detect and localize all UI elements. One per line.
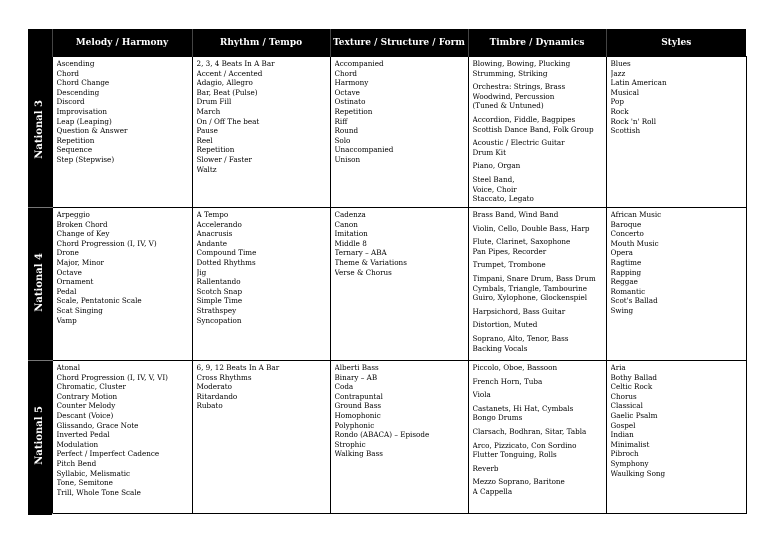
- term: Syllabic, Melismatic: [56, 468, 131, 478]
- term: Jazz: [610, 68, 626, 78]
- header-rhythm: Rhythm / Tempo: [192, 29, 330, 57]
- term: Bongo Drums: [472, 413, 523, 423]
- term: Opera: [610, 248, 633, 258]
- term: Moderato: [196, 382, 232, 392]
- header-timbre: Timbre / Dynamics: [468, 29, 606, 57]
- level-label-cell: [28, 57, 52, 208]
- term: Viola: [472, 390, 491, 400]
- term: Repetition: [56, 135, 95, 145]
- term: Scale, Pentatonic Scale: [56, 296, 142, 306]
- term: Scottish Dance Band, Folk Group: [472, 124, 594, 134]
- term: Change of Key: [56, 229, 110, 239]
- term: Inverted Pedal: [56, 430, 110, 440]
- term: Atonal: [56, 363, 80, 372]
- term: Latin American: [610, 78, 667, 88]
- texture-cell: [330, 57, 468, 208]
- term: Rubato: [196, 401, 223, 411]
- term: Slower / Faster: [196, 154, 252, 164]
- term: Drone: [56, 248, 79, 258]
- term: Binary – AB: [334, 372, 378, 382]
- term: Bothy Ballad: [610, 372, 658, 382]
- term: Mezzo Soprano, Baritone: [472, 477, 565, 487]
- term: Backing Vocals: [472, 343, 528, 353]
- level-label: National 3: [34, 100, 46, 160]
- term: A Tempo: [196, 210, 229, 219]
- term: Distortion, Muted: [472, 320, 538, 330]
- term: Ornament: [56, 277, 94, 287]
- term: Rapping: [610, 267, 642, 277]
- rhythm-cell: [192, 361, 330, 514]
- styles-cell: [606, 361, 746, 514]
- term: Middle 8: [334, 238, 367, 248]
- term: Pan Pipes, Recorder: [472, 246, 547, 256]
- header-corner: [28, 29, 52, 57]
- term-group: [473, 115, 602, 134]
- concepts-table: [28, 29, 747, 514]
- term-group: [473, 320, 602, 330]
- term: Rondo (ABACA) – Episode: [334, 430, 430, 440]
- term: Soprano, Alto, Tenor, Bass: [472, 333, 569, 343]
- term: Homophonic: [334, 410, 381, 420]
- term: African Music: [610, 210, 662, 219]
- term: Brass Band, Wind Band: [472, 210, 559, 219]
- level-label: National 5: [34, 405, 46, 465]
- rhythm-cell: [192, 57, 330, 208]
- term-group: [473, 377, 602, 387]
- term: Drum Kit: [472, 147, 506, 157]
- term: Flutter Tonguing, Rolls: [472, 450, 557, 460]
- term: French Horn, Tuba: [472, 376, 543, 386]
- level-label-cell: [28, 208, 52, 361]
- term: Cross Rhythms: [196, 372, 252, 382]
- term-group: [473, 390, 602, 400]
- term: Vamp: [56, 315, 77, 325]
- term: Drum Fill: [196, 97, 232, 107]
- term: 6, 9, 12 Beats In A Bar: [196, 363, 280, 372]
- term: Coda: [334, 382, 354, 392]
- term: Andante: [196, 238, 227, 248]
- term: Gospel: [610, 420, 636, 430]
- term: Arpeggio: [56, 210, 90, 219]
- styles-cell: [606, 208, 746, 361]
- term: Strumming, Striking: [472, 68, 548, 78]
- term-group: [473, 138, 602, 157]
- header-texture: Texture / Structure / Form: [330, 29, 468, 57]
- level-label-cell: [28, 361, 52, 514]
- term: Rock: [610, 106, 629, 116]
- term: Reggae: [610, 277, 638, 287]
- term: Piano, Organ: [472, 161, 521, 171]
- term: Guiro, Xylophone, Glockenspiel: [472, 293, 588, 303]
- term: Trill, Whole Tone Scale: [56, 487, 141, 497]
- term: Ragtime: [610, 257, 642, 267]
- term: Pause: [196, 126, 218, 136]
- term: Solo: [334, 135, 351, 145]
- term: Harpsichord, Bass Guitar: [472, 306, 566, 316]
- term: Scottish: [610, 126, 641, 136]
- term: Cadenza: [334, 210, 366, 219]
- term: Step (Stepwise): [56, 154, 115, 164]
- term: Modulation: [56, 439, 99, 449]
- term: Accelerando: [196, 219, 242, 229]
- term: Imitation: [334, 229, 368, 239]
- term: Harmony: [334, 78, 369, 88]
- term: Accent / Accented: [196, 68, 263, 78]
- term: Contrapuntal: [334, 391, 383, 401]
- term: Romantic: [610, 286, 646, 296]
- row-national-3: [28, 57, 746, 208]
- timbre-cell: [468, 208, 606, 361]
- term: Arco, Pizzicato, Con Sordino: [472, 440, 577, 450]
- term: A Cappella: [472, 486, 513, 496]
- header-styles: Styles: [606, 29, 746, 57]
- texture-cell: [330, 361, 468, 514]
- header-row: [28, 29, 746, 57]
- term: Strophic: [334, 439, 366, 449]
- term: Indian: [610, 430, 634, 440]
- term: Descant (Voice): [56, 410, 114, 420]
- term: Staccato, Legato: [472, 194, 534, 204]
- term: Timpani, Snare Drum, Bass Drum: [472, 273, 596, 283]
- term: Swing: [610, 305, 634, 315]
- term-group: [473, 477, 602, 496]
- term-group: [473, 441, 602, 460]
- term: Canon: [334, 219, 358, 229]
- side-bar-end: [28, 512, 52, 515]
- term: Round: [334, 126, 359, 136]
- term-group: [473, 464, 602, 474]
- term: Repetition: [196, 145, 235, 155]
- term-group: [473, 59, 602, 78]
- term: Chord Change: [56, 78, 110, 88]
- term: Walking Bass: [334, 449, 383, 459]
- term: Dotted Rhythms: [196, 257, 256, 267]
- term-group: [473, 334, 602, 353]
- term: Syncopation: [196, 315, 242, 325]
- term: Chorus: [610, 391, 637, 401]
- term: Ritardando: [196, 391, 238, 401]
- term: Classical: [610, 401, 643, 411]
- term-group: [473, 237, 602, 256]
- term: Chord: [334, 68, 357, 78]
- term: Jig: [196, 267, 207, 277]
- term: Glissando, Grace Note: [56, 420, 139, 430]
- melody-cell: [52, 57, 192, 208]
- term: Repetition: [334, 106, 373, 116]
- term: Ostinato: [334, 97, 366, 107]
- term-group: [473, 260, 602, 270]
- term: Compound Time: [196, 248, 257, 258]
- term: Sequence: [56, 145, 93, 155]
- term: Pop: [610, 97, 624, 107]
- term: Minimalist: [610, 439, 650, 449]
- term-group: [473, 363, 602, 373]
- term: Contrary Motion: [56, 391, 118, 401]
- term: Polyphonic: [334, 420, 375, 430]
- term-group: [473, 224, 602, 234]
- term: Flute, Clarinet, Saxophone: [472, 237, 571, 247]
- row-national-5: [28, 361, 746, 514]
- term: Gaelic Psalm: [610, 410, 658, 420]
- term: Scotch Snap: [196, 286, 243, 296]
- timbre-cell: [468, 57, 606, 208]
- header-melody: Melody / Harmony: [52, 29, 192, 57]
- term: Symphony: [610, 458, 649, 468]
- row-national-4: [28, 208, 746, 361]
- term-group: [473, 175, 602, 204]
- term: Blowing, Bowing, Plucking: [472, 59, 571, 68]
- term: March: [196, 106, 221, 116]
- term-group: [473, 161, 602, 171]
- term: Octave: [334, 87, 360, 97]
- term-group: [473, 274, 602, 303]
- term: Scat Singing: [56, 305, 103, 315]
- term: Ascending: [56, 59, 95, 68]
- melody-cell: [52, 361, 192, 514]
- term-group: [473, 404, 602, 423]
- term: Trumpet, Trombone: [472, 260, 546, 270]
- term: Woodwind, Percussion: [472, 91, 555, 101]
- term: Rallentando: [196, 277, 241, 287]
- term: Orchestra: Strings, Brass: [472, 82, 566, 92]
- term: Major, Minor: [56, 257, 104, 267]
- term: Reel: [196, 135, 213, 145]
- term: Perfect / Imperfect Cadence: [56, 449, 160, 459]
- term: Piccolo, Oboe, Bassoon: [472, 363, 558, 372]
- term-group: [473, 427, 602, 437]
- term: Castanets, Hi Hat, Cymbals: [472, 403, 574, 413]
- term: Baroque: [610, 219, 642, 229]
- term: Discord: [56, 97, 85, 107]
- term: Alberti Bass: [334, 363, 379, 372]
- term: Bar, Beat (Pulse): [196, 87, 258, 97]
- term: Steel Band,: [472, 174, 515, 184]
- term: Question & Answer: [56, 126, 128, 136]
- term: Pitch Bend: [56, 458, 97, 468]
- term: (Tuned & Untuned): [472, 101, 544, 111]
- term: Violin, Cello, Double Bass, Harp: [472, 223, 590, 233]
- term: Adagio, Allegro: [196, 78, 253, 88]
- term: Counter Melody: [56, 401, 116, 411]
- term: Anacrusis: [196, 229, 233, 239]
- term: Reverb: [472, 463, 499, 473]
- term: Musical: [610, 87, 640, 97]
- term: Blues: [610, 59, 631, 68]
- term: Chord Progression (I, IV, V, VI): [56, 372, 168, 382]
- music-concepts-sheet: [28, 29, 746, 514]
- term: Pibroch: [610, 449, 639, 459]
- term: Descending: [56, 87, 100, 97]
- term: Leap (Leaping): [56, 116, 112, 126]
- term-group: [473, 210, 602, 220]
- term: Clarsach, Bodhran, Sitar, Tabla: [472, 426, 587, 436]
- term: Voice, Choir: [472, 184, 517, 194]
- term: Improvisation: [56, 106, 107, 116]
- term: Broken Chord: [56, 219, 108, 229]
- term: Tone, Semitone: [56, 478, 113, 488]
- term: Octave: [56, 267, 82, 277]
- term: Waltz: [196, 164, 217, 174]
- timbre-cell: [468, 361, 606, 514]
- term-group: [473, 82, 602, 111]
- term: Ternary – ABA: [334, 248, 387, 258]
- term: 2, 3, 4 Beats In A Bar: [196, 59, 275, 68]
- term: Pedal: [56, 286, 77, 296]
- term: Verse & Chorus: [334, 267, 392, 277]
- term: Cymbals, Triangle, Tambourine: [472, 283, 587, 293]
- term: Chromatic, Cluster: [56, 382, 126, 392]
- term: Unison: [334, 154, 361, 164]
- rhythm-cell: [192, 208, 330, 361]
- term: Concerto: [610, 229, 644, 239]
- term: Theme & Variations: [334, 257, 407, 267]
- styles-cell: [606, 57, 746, 208]
- term: Rock 'n' Roll: [610, 116, 657, 126]
- level-label: National 4: [34, 252, 46, 312]
- term: Waulking Song: [610, 468, 666, 478]
- term: Celtic Rock: [610, 382, 653, 392]
- term: Accordion, Fiddle, Bagpipes: [472, 114, 576, 124]
- term: Unaccompanied: [334, 145, 394, 155]
- melody-cell: [52, 208, 192, 361]
- term: Mouth Music: [610, 238, 659, 248]
- term: Acoustic / Electric Guitar: [472, 138, 565, 148]
- term: Ground Bass: [334, 401, 382, 411]
- term-group: [473, 307, 602, 317]
- term: On / Off The beat: [196, 116, 260, 126]
- term: Scot's Ballad: [610, 296, 658, 306]
- term: Accompanied: [334, 59, 384, 68]
- term: Riff: [334, 116, 348, 126]
- term: Chord: [56, 68, 79, 78]
- term: Strathspey: [196, 305, 237, 315]
- term: Chord Progression (I, IV, V): [56, 238, 157, 248]
- term: Aria: [610, 363, 626, 372]
- term: Simple Time: [196, 296, 243, 306]
- texture-cell: [330, 208, 468, 361]
